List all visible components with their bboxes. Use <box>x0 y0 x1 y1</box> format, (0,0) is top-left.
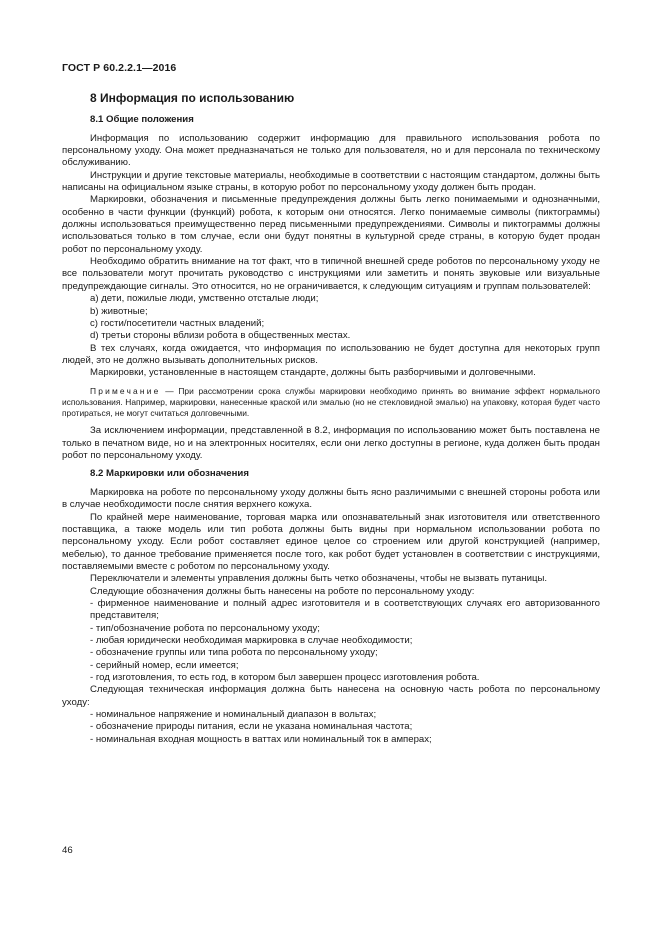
subsection-8-1-title: 8.1 Общие положения <box>90 114 194 126</box>
list-item: - фирменное наименование и полный адрес изготовителя и в соответствующих случаях его авторизованного представителя; <box>90 597 600 622</box>
list-item: - серийный номер, если имеется; <box>90 659 239 671</box>
list-item: a) дети, пожилые люди, умственно отсталые люди; <box>90 293 319 305</box>
list-item: d) третьи стороны вблизи робота в общественных местах. <box>90 330 351 342</box>
paragraph: Маркировка на роботе по персональному уходу должны быть ясно различимыми с внешней стороны робота или в случае необходимости после снятия верхнего кожуха. <box>62 486 600 511</box>
list-item: - обозначение группы или типа робота по персональному уходу; <box>90 647 378 659</box>
paragraph: Маркировки, обозначения и письменные предупреждения должны быть легко понимаемыми и однозначными, особенно в части функции (функций) робота, к которым они относятся. Легко понимаемые символы (пиктограммы) должны использоваться преимущественно перед письменными предупреждениями. Символы и пиктограммы должны использоваться только в том случае, если они будут понятны в культурной среде страны, в которую будет продан робот по персональному уходу. <box>62 194 600 255</box>
note-text: — При рассмотрении срока службы маркировки необходимо принять во внимание эффект нормального использования. Например, маркировки, нанесенные краской или эмалью (но не стекловидной эмалью) на упаковку, которая будет часто протираться, не могут считаться долговечными. <box>62 385 600 419</box>
document-body <box>62 92 600 746</box>
paragraph: За исключением информации, представленной в 8.2, информация по использованию может быть поставлена не только в печатном виде, но и на электронных носителях, если они легко доступны в регионе, куда должен быть продан робот по персональному уходу. <box>62 425 600 462</box>
list-item: c) гости/посетители частных владений; <box>90 317 265 329</box>
paragraph: Следующие обозначения должны быть нанесены на роботе по персональному уходу: <box>90 585 475 597</box>
paragraph: Необходимо обратить внимание на тот факт, что в типичной внешней среде роботов по персональному уходу не все пользователи могут прочитать руководство с инструкциями или заметить и понять звуковые или визуальные предупреждающие сигналы. Это относится, но не ограничивается, к следующим ситуациям и группам пользователей: <box>62 256 600 292</box>
paragraph: Маркировки, установленные в настоящем стандарте, должны быть разборчивыми и долговечными. <box>90 367 536 379</box>
paragraph: В тех случаях, когда ожидается, что информация по использованию не будет доступна для некоторых групп людей, это не должно вызывать дополнительных рисков. <box>62 342 600 366</box>
section-8-title: 8 Информация по использованию <box>90 91 295 105</box>
page-number: 46 <box>62 845 73 856</box>
note <box>62 386 600 420</box>
list-item: - номинальное напряжение и номинальный диапазон в вольтах; <box>90 709 377 721</box>
subsection-8-2-title: 8.2 Маркировки или обозначения <box>90 468 249 480</box>
note-label: Примечание <box>90 385 161 396</box>
paragraph: Переключатели и элементы управления должны быть четко обозначены, чтобы не вызвать путаницы. <box>90 573 548 585</box>
list-item: - номинальная входная мощность в ваттах или номинальный ток в амперах; <box>90 733 432 745</box>
list-item: - тип/обозначение робота по персональному уходу; <box>90 622 320 634</box>
list-item: - любая юридически необходимая маркировка в случае необходимости; <box>90 634 413 646</box>
paragraph: По крайней мере наименование, торговая марка или опознавательный знак изготовителя или ответственного поставщика, а также модель или тип робота должны быть видны при нормальном использовании робота по персональному уходу. Если робот составляет единое целое со строением или другой конструкцией (например, мебелью), то данное требование применяется после того, как робот будет установлен в соответствии с инструкциями, поставляемыми вместе с роботом по персональному уходу. <box>62 511 600 572</box>
document-header: ГОСТ Р 60.2.2.1—2016 <box>62 62 177 74</box>
paragraph: Информация по использованию содержит информацию для правильного использования робота по персональному уходу. Она может предназначаться не только для пользователя, но и для персонала по техническому обслуживанию. <box>62 132 600 169</box>
list-item: - обозначение природы питания, если не указана номинальная частота; <box>90 721 413 733</box>
paragraph: Следующая техническая информация должна быть нанесена на основную часть робота по персональному уходу: <box>62 684 600 708</box>
list-item: - год изготовления, то есть год, в котором был завершен процесс изготовления робота. <box>90 671 480 683</box>
paragraph: Инструкции и другие текстовые материалы, необходимые в соответствии с настоящим стандартом, должны быть написаны на официальном языке страны, в которую робот по персональному уходу должен быть продан. <box>62 169 600 194</box>
list-item: b) животные; <box>90 305 148 317</box>
